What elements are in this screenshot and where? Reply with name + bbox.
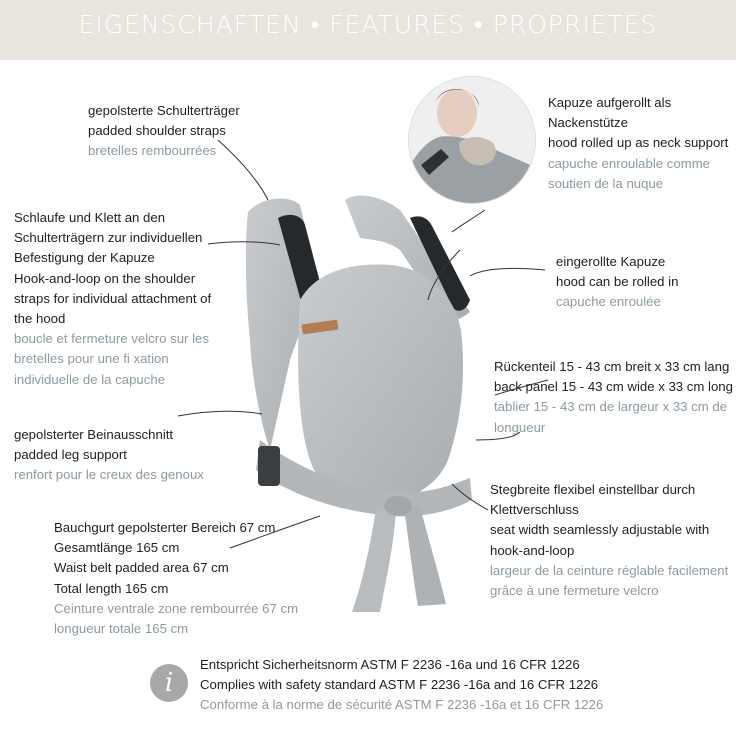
mother-baby-image bbox=[409, 77, 535, 203]
neck-de2: Nackenstütze bbox=[548, 115, 628, 131]
hood-loop-fr1: boucle et fermeture velcro sur les bbox=[14, 331, 209, 347]
waist-fr2: longueur totale 165 cm bbox=[54, 621, 189, 637]
hood-loop-de1: Schlaufe und Klett an den bbox=[14, 210, 166, 225]
waist-de1: Bauchgurt gepolsterter Bereich 67 cm bbox=[54, 520, 276, 535]
hood-loop-de3: Befestigung der Kapuze bbox=[14, 250, 155, 266]
shoulder-de: gepolsterte Schulterträger bbox=[88, 103, 240, 118]
neck-en: hood rolled up as neck support bbox=[548, 135, 729, 151]
hood-loop-en1: Hook-and-loop on the shoulder bbox=[14, 270, 196, 286]
hood-loop-fr3: individuelle de la capuche bbox=[14, 371, 166, 387]
seat-de2: Klettverschluss bbox=[490, 502, 579, 518]
callout-neck-support bbox=[548, 93, 728, 194]
waist-de2: Gesamtlänge 165 cm bbox=[54, 540, 180, 556]
rolled-fr: capuche enroulée bbox=[556, 294, 661, 310]
callout-hood-loop bbox=[14, 208, 211, 390]
waist-fr1: Ceinture ventrale zone rembourrée 67 cm bbox=[54, 600, 299, 616]
neck-fr2: soutien de la nuque bbox=[548, 175, 664, 191]
seat-fr2: grâce à une fermeture velcro bbox=[490, 583, 659, 599]
leg-de: gepolsterter Beinausschnitt bbox=[14, 427, 174, 442]
safety-en: Complies with safety standard ASTM F 2236 -16a and 16 CFR 1226 bbox=[200, 677, 599, 693]
seat-de1: Stegbreite flexibel einstellbar durch bbox=[490, 482, 696, 497]
rolled-de: eingerollte Kapuze bbox=[556, 254, 666, 269]
callout-seat-width bbox=[490, 480, 728, 601]
callout-shoulder-straps bbox=[88, 101, 240, 162]
seat-en2: hook-and-loop bbox=[490, 542, 575, 558]
safety-de: Entspricht Sicherheitsnorm ASTM F 2236 -16a und 16 CFR 1226 bbox=[200, 657, 580, 672]
neck-de1: Kapuze aufgerollt als bbox=[548, 95, 672, 110]
hood-loop-en3: the hood bbox=[14, 311, 66, 327]
back-en: back panel 15 - 43 cm wide x 33 cm long bbox=[494, 379, 733, 395]
callout-back-panel bbox=[494, 357, 733, 438]
seat-fr1: largeur de la ceinture réglable facilement bbox=[490, 562, 729, 578]
rolled-en: hood can be rolled in bbox=[556, 274, 679, 290]
info-icon: i bbox=[150, 664, 188, 702]
safety-fr: Conforme à la norme de sécurité ASTM F 2236 -16a et 16 CFR 1226 bbox=[200, 697, 604, 713]
back-de: Rückenteil 15 - 43 cm breit x 33 cm lang bbox=[494, 359, 730, 374]
callout-leg-support bbox=[14, 425, 204, 486]
callout-rolled-hood bbox=[556, 252, 678, 313]
callout-waist-belt bbox=[54, 518, 298, 639]
shoulder-en: padded shoulder straps bbox=[88, 123, 226, 139]
back-fr2: longueur bbox=[494, 419, 546, 435]
neck-fr1: capuche enroulable comme bbox=[548, 155, 711, 171]
hood-loop-fr2: bretelles pour une fi xation bbox=[14, 351, 169, 367]
header-title: EIGENSCHAFTEN • FEATURES • PROPRIETES bbox=[78, 10, 658, 39]
safety-note bbox=[200, 655, 603, 716]
back-fr1: tablier 15 - 43 cm de largeur x 33 cm de bbox=[494, 399, 728, 415]
shoulder-fr: bretelles rembourrées bbox=[88, 143, 217, 159]
leg-en: padded leg support bbox=[14, 447, 127, 463]
mother-baby-photo bbox=[408, 76, 536, 204]
hood-loop-en2: straps for individual attachment of bbox=[14, 290, 212, 306]
hood-loop-de2: Schulterträgern zur individuellen bbox=[14, 230, 203, 246]
seat-en1: seat width seamlessly adjustable with bbox=[490, 522, 710, 538]
waist-en1: Waist belt padded area 67 cm bbox=[54, 560, 229, 576]
leg-fr: renfort pour le creux des genoux bbox=[14, 467, 204, 483]
waist-en2: Total length 165 cm bbox=[54, 580, 169, 596]
